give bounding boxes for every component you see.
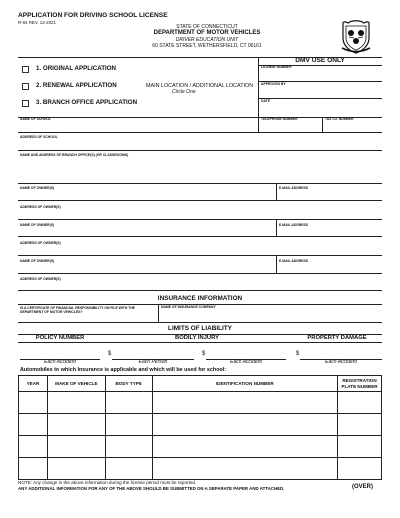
table-row — [19, 414, 382, 436]
certificate-label: IS A CERTIFICATE OF FINANCIAL RESPONSIBILITY ON FILE WITH THE DEPARTMENT OF MOTOR VEHICLES? — [20, 306, 136, 315]
vehicle-col-year: YEAR — [19, 376, 48, 392]
telephone-label: TELEPHONE NUMBER — [261, 117, 298, 121]
insurance-header: INSURANCE INFORMATION — [157, 295, 243, 302]
owner-name-label-2: NAME OF OWNER(S) — [20, 223, 55, 227]
school-address-label: ADDRESS OF SCHOOL — [20, 135, 58, 139]
vehicle-year-cell[interactable] — [19, 436, 48, 458]
property-damage-header: PROPERTY DAMAGE — [307, 335, 367, 341]
vehicle-plate-cell[interactable] — [338, 436, 382, 458]
vehicle-plate-cell[interactable] — [338, 414, 382, 436]
renewal-application-label: 2. RENEWAL APPLICATION — [36, 82, 117, 89]
renewal-application-checkbox[interactable] — [22, 83, 29, 90]
vehicle-year-cell[interactable] — [19, 392, 48, 414]
branch-office-application-checkbox[interactable] — [22, 100, 29, 107]
vehicle-plate-cell[interactable] — [338, 392, 382, 414]
table-row — [19, 436, 382, 458]
school-name-label: NAME OF SCHOOL — [20, 117, 52, 121]
bodily-injury-header: BODILY INJURY — [175, 335, 219, 341]
vehicle-plate-cell[interactable] — [338, 458, 382, 480]
vehicle-vin-cell[interactable] — [152, 414, 337, 436]
owner-email-label-1: E-MAIL ADDRESS — [279, 186, 309, 190]
agency-state: STATE OF CONNECTICUT — [176, 24, 238, 30]
vehicle-col-make: MAKE OF VEHICLE — [47, 376, 105, 392]
table-row — [19, 392, 382, 414]
property-damage-dollar: $ — [296, 351, 300, 357]
original-application-label: 1. ORIGINAL APPLICATION — [36, 65, 116, 72]
vehicle-col-vin: IDENTIFICATION NUMBER — [152, 376, 337, 392]
location-choice-text[interactable]: MAIN LOCATION / ADDITIONAL LOCATION — [146, 83, 254, 89]
owner-email-label-3: E-MAIL ADDRESS — [279, 259, 309, 263]
license-number-label: LICENSE NUMBER — [261, 65, 292, 69]
owner-address-label-3: ADDRESS OF OWNER(S) — [20, 277, 61, 281]
liability-header: LIMITS OF LIABILITY — [168, 325, 232, 332]
ct-state-seal-icon — [340, 20, 372, 54]
approved-by-label: APPROVED BY — [261, 82, 286, 86]
footer-note: NOTE: Any change in the above information during the license period must be reported. — [18, 480, 197, 485]
branch-office-application-label: 3. BRANCH OFFICE APPLICATION — [36, 99, 138, 106]
agency-block — [132, 24, 282, 49]
vehicle-make-cell[interactable] — [47, 458, 105, 480]
vehicle-make-cell[interactable] — [47, 392, 105, 414]
agency-unit: DRIVER EDUCATION UNIT — [175, 37, 239, 43]
dmv-use-header: DMV USE ONLY — [295, 57, 345, 64]
agency-address: 60 STATE STREET, WETHERSFIELD, CT 06161 — [152, 43, 262, 49]
vehicle-vin-cell[interactable] — [152, 392, 337, 414]
location-choice-note: Circle One — [172, 89, 196, 95]
vehicle-body-type-cell[interactable] — [105, 414, 152, 436]
vehicle-body-type-cell[interactable] — [105, 392, 152, 414]
vehicle-body-type-cell[interactable] — [105, 436, 152, 458]
vehicle-col-body-type: BODY TYPE — [105, 376, 152, 392]
insurance-company-label: NAME OF INSURANCE COMPANY — [161, 305, 216, 309]
owner-address-label-2: ADDRESS OF OWNER(S) — [20, 241, 61, 245]
property-each-accident-caption: Each Accident — [325, 359, 357, 365]
vehicle-make-cell[interactable] — [47, 414, 105, 436]
policy-each-accident-caption: Each Accident — [44, 359, 76, 365]
vehicle-col-plate: REGISTRATION PLATE NUMBER — [338, 376, 382, 392]
owner-name-label-1: NAME OF OWNER(S) — [20, 186, 55, 190]
vehicle-table — [18, 375, 382, 480]
date-label: DATE — [261, 99, 270, 103]
owner-name-label-3: NAME OF OWNER(S) — [20, 259, 55, 263]
bodily-person-dollar: $ — [108, 351, 112, 357]
over-label: (OVER) — [352, 484, 373, 490]
owner-email-label-2: E-MAIL ADDRESS — [279, 223, 309, 227]
bodily-accident-dollar: $ — [202, 351, 206, 357]
vehicle-make-cell[interactable] — [47, 436, 105, 458]
agency-department: DEPARTMENT OF MOTOR VEHICLES — [153, 30, 261, 36]
footer-additional-info: ANY ADDITIONAL INFORMATION FOR ANY OF THE ABOVE SHOULD BE SUBMITTED ON A SEPARATE PAPER AND ATTACHED. — [18, 486, 285, 491]
each-person-caption: Each Person — [138, 359, 168, 365]
vehicle-year-cell[interactable] — [19, 414, 48, 436]
vehicle-vin-cell[interactable] — [152, 458, 337, 480]
policy-number-header: POLICY NUMBER — [35, 335, 85, 341]
vehicle-year-cell[interactable] — [19, 458, 48, 480]
original-application-checkbox[interactable] — [22, 66, 29, 73]
bodily-each-accident-caption: Each Accident — [230, 359, 262, 365]
tax-id-label: TAX I.D. NUMBER — [325, 117, 354, 121]
vehicle-body-type-cell[interactable] — [105, 458, 152, 480]
owner-address-label-1: ADDRESS OF OWNER(S) — [20, 205, 61, 209]
table-row — [19, 458, 382, 480]
form-number: R-94 REV. 12-2021 — [18, 20, 56, 25]
vehicle-vin-cell[interactable] — [152, 436, 337, 458]
branch-office-label: NAME AND ADDRESS OF BRANCH OFFICE(S) (OR CLASSROOMS) — [20, 153, 129, 157]
form-title: APPLICATION FOR DRIVING SCHOOL LICENSE — [18, 12, 168, 19]
vehicles-intro: Automobiles to which Insurance is applicable and which will be used for school: — [20, 367, 227, 373]
